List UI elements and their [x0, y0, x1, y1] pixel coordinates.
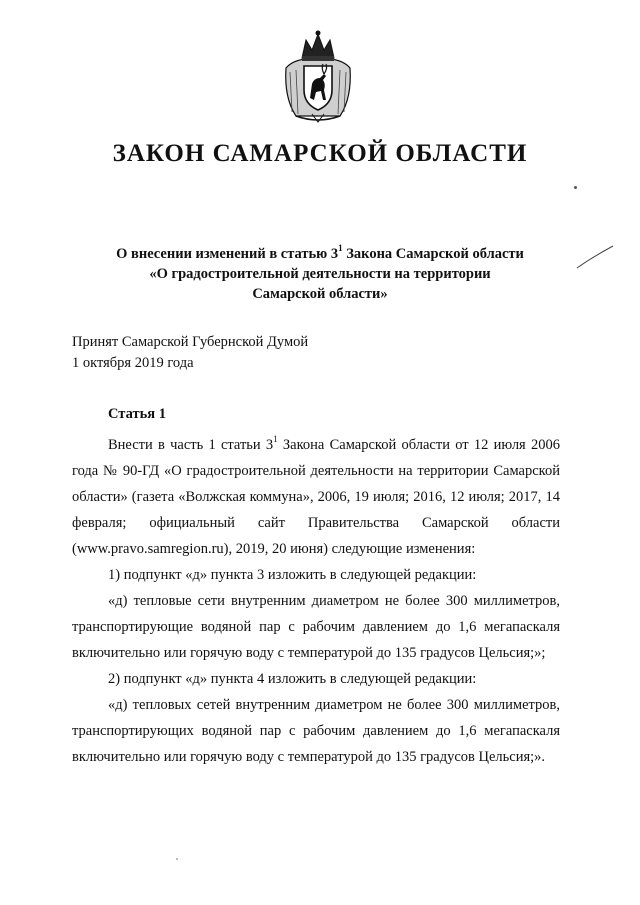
amendment-title-line3: Самарской области» [252, 286, 388, 302]
amendment-title-line2: «О градостроительной деятельности на территории [149, 266, 491, 282]
scan-speck [176, 858, 178, 860]
amendment-title-superscript: 1 [338, 243, 343, 254]
article-body [72, 432, 560, 770]
coat-of-arms-icon [282, 28, 354, 124]
article-heading: Статья 1 [108, 406, 166, 422]
item-2-text: «д) тепловых сетей внутренним диаметром не более 300 миллиметров, транспортирующих водяной пар с рабочим давлением до 1,6 мегапаскаля включительно или горячую воду с температурой до 135 градусов Цельсия;». [72, 697, 560, 765]
pen-stroke-mark [575, 244, 615, 270]
item-1-text: «д) тепловые сети внутренним диаметром не более 300 миллиметров, транспортирующие водяной пар с рабочим давлением до 1,6 мегапаскаля включительно или горячую воду с температурой до 135 градусов Цельсия;»; [72, 593, 560, 661]
adoption-date: 1 октября 2019 года [72, 355, 194, 371]
amendment-title-part2: Закона Самарской области [342, 246, 524, 262]
item-2-intro: 2) подпункт «д» пункта 4 изложить в следующей редакции: [108, 671, 477, 687]
adoption-info [72, 332, 308, 374]
adoption-line-1: Принят Самарской Губернской Думой [72, 334, 309, 350]
intro-paragraph [72, 432, 560, 562]
amendment-title [80, 244, 560, 304]
intro-part2: Закона Самарской области от 12 июля 2006 года № 90-ГД «О градостроительной деятельности на территории Самарской области» (газета «Волжская коммуна», 2006, 19 июля; 2016, 12 июля; 2017, 14 февраля; официальный сайт Правительства Самарской области (www.pravo.samregion.ru), 2019, 20 июня) следующие изменения: [72, 437, 560, 557]
law-title: ЗАКОН САМАРСКОЙ ОБЛАСТИ [112, 140, 528, 167]
intro-superscript: 1 [273, 434, 278, 445]
item-1-intro: 1) подпункт «д» пункта 3 изложить в следующей редакции: [108, 567, 477, 583]
intro-part1: Внести в часть 1 статьи 3 [108, 437, 274, 453]
amendment-title-part1: О внесении изменений в статью 3 [116, 246, 339, 262]
stray-mark [574, 186, 577, 189]
